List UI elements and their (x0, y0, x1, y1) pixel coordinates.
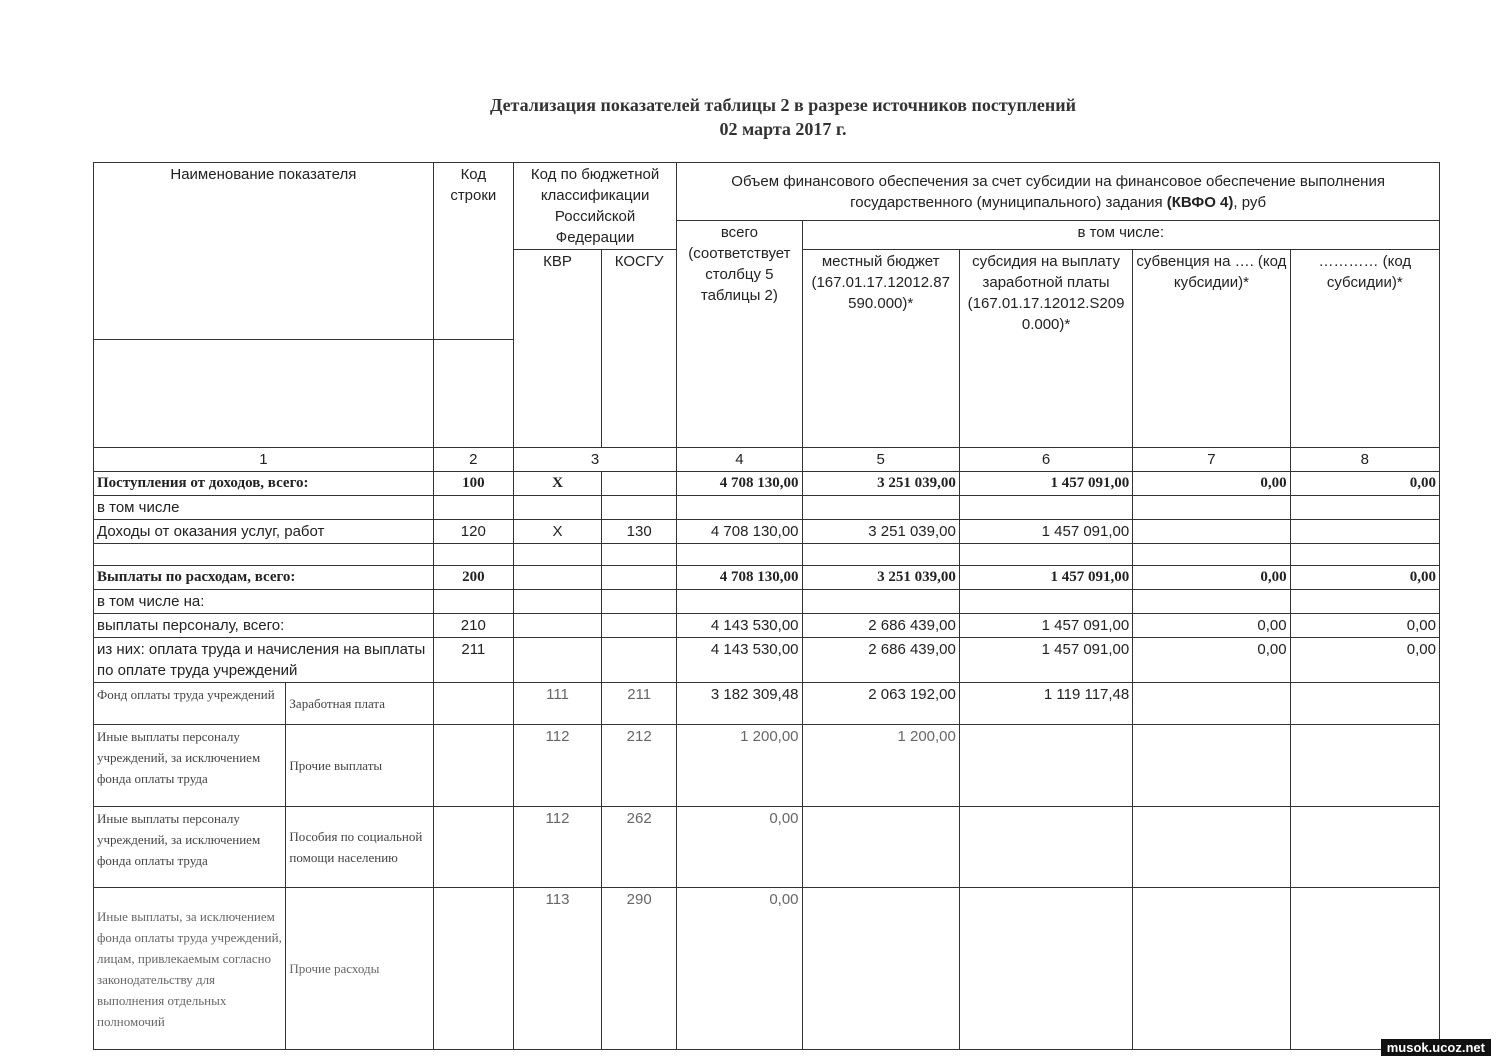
header-including: в том числе: (802, 221, 1439, 250)
cell (513, 590, 601, 614)
cell (1133, 590, 1290, 614)
row-col5: 1 200,00 (802, 725, 959, 807)
row-kosgu (602, 472, 677, 496)
cell (1133, 496, 1290, 520)
row-col8: 0,00 (1290, 566, 1439, 590)
row-code: 211 (433, 638, 513, 683)
row-total: 4 708 130,00 (677, 520, 802, 544)
header-volume-unit: , руб (1233, 193, 1267, 211)
header-code-blank (433, 340, 513, 448)
cell (677, 590, 802, 614)
cell (433, 590, 513, 614)
cell (433, 888, 513, 1050)
cell (802, 807, 959, 888)
table-row (94, 544, 1440, 566)
row-code: 200 (433, 566, 513, 590)
colnum-1: 1 (94, 448, 434, 472)
row-col5: 2 686 439,00 (802, 638, 959, 683)
row-col7: 0,00 (1133, 638, 1290, 683)
cell (513, 638, 601, 683)
row-kosgu: 130 (602, 520, 677, 544)
header-code: Код строки (433, 163, 513, 340)
colnum-4: 4 (677, 448, 802, 472)
row-kvr: 112 (513, 725, 601, 807)
cell (1290, 544, 1439, 566)
colnum-8: 8 (1290, 448, 1439, 472)
cell (802, 544, 959, 566)
cell (959, 807, 1132, 888)
row-name: Иные выплаты персоналу учреждений, за исключением фонда оплаты труда (94, 725, 286, 807)
row-col6: 1 457 091,00 (959, 520, 1132, 544)
row-col6: 1 457 091,00 (959, 638, 1132, 683)
table-row (94, 590, 1440, 614)
row-col7: 0,00 (1133, 614, 1290, 638)
row-kosgu: 290 (602, 888, 677, 1050)
row-code: 210 (433, 614, 513, 638)
colnum-6: 6 (959, 448, 1132, 472)
cell (1290, 683, 1439, 725)
row-name: в том числе на: (94, 590, 434, 614)
row-subname: Прочие выплаты (286, 725, 433, 807)
row-code: 100 (433, 472, 513, 496)
row-col7: 0,00 (1133, 566, 1290, 590)
cell (602, 566, 677, 590)
cell (433, 683, 513, 725)
cell (959, 544, 1132, 566)
header-kosgu: КОСГУ (602, 250, 677, 448)
row-total: 4 708 130,00 (677, 566, 802, 590)
row-total: 1 200,00 (677, 725, 802, 807)
header-volume-text: Объем финансового обеспечения за счет субсидии на финансовое обеспечение выполнения государственного (муниципального) задания (731, 172, 1385, 211)
row-col6: 1 457 091,00 (959, 472, 1132, 496)
row-subname: Заработная плата (286, 683, 433, 725)
header-kvr: КВР (513, 250, 601, 448)
row-col5: 2 686 439,00 (802, 614, 959, 638)
table-row (94, 638, 1440, 683)
row-name: Иные выплаты персоналу учреждений, за исключением фонда оплаты труда (94, 807, 286, 888)
cell (1290, 520, 1439, 544)
cell (602, 544, 677, 566)
cell (959, 590, 1132, 614)
row-col8: 0,00 (1290, 614, 1439, 638)
cell (959, 496, 1132, 520)
row-name: Выплаты по расходам, всего: (94, 566, 434, 590)
table-row (94, 496, 1440, 520)
cell (433, 725, 513, 807)
row-total: 4 708 130,00 (677, 472, 802, 496)
watermark: musok.ucoz.net (1381, 1039, 1491, 1056)
row-name: Иные выплаты, за исключением фонда оплаты труда учреждений, лицам, привлекаемым согласно законодательству для выполнения отдельных полномочий (94, 888, 286, 1050)
row-code: 120 (433, 520, 513, 544)
row-kvr: Х (513, 520, 601, 544)
row-kosgu: 262 (602, 807, 677, 888)
table-row (94, 725, 1440, 807)
row-kvr: 113 (513, 888, 601, 1050)
cell (802, 496, 959, 520)
row-kosgu: 212 (602, 725, 677, 807)
header-col5: местный бюджет (167.01.17.12012.87 590.000)* (802, 250, 959, 448)
row-total: 0,00 (677, 807, 802, 888)
cell (1290, 590, 1439, 614)
colnum-2: 2 (433, 448, 513, 472)
row-name: из них: оплата труда и начисления на выплаты по оплате труда учреждений (94, 638, 434, 683)
cell (513, 614, 601, 638)
table-row (94, 614, 1440, 638)
cell (1290, 496, 1439, 520)
cell (433, 544, 513, 566)
row-kvr: Х (513, 472, 601, 496)
cell (1290, 807, 1439, 888)
title-line-2: 02 марта 2017 г. (719, 119, 847, 139)
details-table (93, 162, 1440, 1050)
cell (1133, 683, 1290, 725)
cell (433, 807, 513, 888)
row-total: 4 143 530,00 (677, 638, 802, 683)
header-budget-code: Код по бюджетной классификации Российской Федерации (513, 163, 676, 250)
header-col8: ………… (код субсидии)* (1290, 250, 1439, 448)
header-volume (677, 163, 1440, 221)
cell (602, 638, 677, 683)
header-name-blank (94, 340, 434, 448)
cell (1133, 725, 1290, 807)
table-row (94, 566, 1440, 590)
row-total: 4 143 530,00 (677, 614, 802, 638)
header-name: Наименование показателя (94, 163, 434, 340)
cell (677, 544, 802, 566)
row-col5: 3 251 039,00 (802, 520, 959, 544)
cell (677, 496, 802, 520)
cell (513, 496, 601, 520)
row-subname: Пособия по социальной помощи населению (286, 807, 433, 888)
row-subname: Прочие расходы (286, 888, 433, 1050)
row-col8: 0,00 (1290, 638, 1439, 683)
header-total: всего (соответствует столбцу 5 таблицы 2) (677, 221, 802, 448)
cell (1133, 544, 1290, 566)
table-row (94, 683, 1440, 725)
row-kosgu: 211 (602, 683, 677, 725)
row-col6: 1 457 091,00 (959, 614, 1132, 638)
colnum-7: 7 (1133, 448, 1290, 472)
cell (602, 590, 677, 614)
row-col6: 1 119 117,48 (959, 683, 1132, 725)
table-row (94, 888, 1440, 1050)
cell (602, 496, 677, 520)
row-total: 3 182 309,48 (677, 683, 802, 725)
cell (602, 614, 677, 638)
title-line-1: Детализация показателей таблицы 2 в разрезе источников поступлений (489, 95, 1077, 115)
row-col7: 0,00 (1133, 472, 1290, 496)
document-title (0, 93, 1499, 141)
row-name: Поступления от доходов, всего: (94, 472, 434, 496)
cell (959, 888, 1132, 1050)
cell (1133, 807, 1290, 888)
row-col5: 2 063 192,00 (802, 683, 959, 725)
row-name: Доходы от оказания услуг, работ (94, 520, 434, 544)
cell (959, 725, 1132, 807)
row-name: Фонд оплаты труда учреждений (94, 683, 286, 725)
row-name: выплаты персоналу, всего: (94, 614, 434, 638)
header-volume-kvfo: (КВФО 4) (1166, 193, 1234, 211)
row-kvr: 111 (513, 683, 601, 725)
row-col6: 1 457 091,00 (959, 566, 1132, 590)
cell (433, 496, 513, 520)
colnum-3: 3 (513, 448, 676, 472)
table-row (94, 807, 1440, 888)
cell (802, 888, 959, 1050)
row-total: 0,00 (677, 888, 802, 1050)
cell (94, 544, 434, 566)
cell (513, 566, 601, 590)
cell (1290, 725, 1439, 807)
row-col5: 3 251 039,00 (802, 566, 959, 590)
row-name: в том числе (94, 496, 434, 520)
row-col8: 0,00 (1290, 472, 1439, 496)
row-col5: 3 251 039,00 (802, 472, 959, 496)
cell (513, 544, 601, 566)
header-col7: субвенция на …. (код кубсидии)* (1133, 250, 1290, 448)
header-col6: субсидия на выплату заработной платы (167.01.17.12012.S209 0.000)* (959, 250, 1132, 448)
row-kvr: 112 (513, 807, 601, 888)
cell (1133, 520, 1290, 544)
cell (1290, 888, 1439, 1050)
table-row (94, 520, 1440, 544)
table-row (94, 472, 1440, 496)
colnum-5: 5 (802, 448, 959, 472)
cell (1133, 888, 1290, 1050)
cell (802, 590, 959, 614)
